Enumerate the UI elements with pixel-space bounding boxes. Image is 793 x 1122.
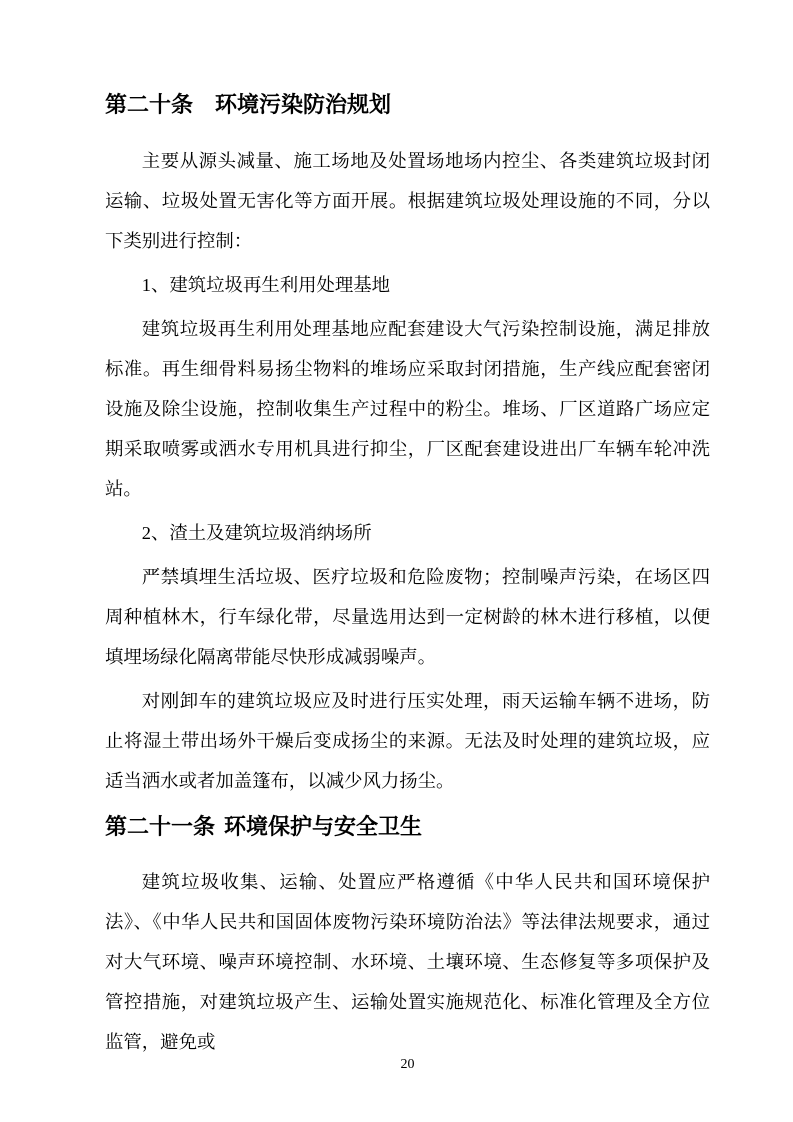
- paragraph: 建筑垃圾再生利用处理基地应配套建设大气污染控制设施，满足排放标准。再生细骨料易扬尘物料的堆场应采取封闭措施，生产线应配套密闭设施及除尘设施，控制收集生产过程中的粉尘。堆场、厂区道路广场应定期采取喷雾或洒水专用机具进行抑尘，厂区配套建设进出厂车辆车轮冲洗站。: [105, 319, 710, 499]
- article-number: 第二十一条: [105, 814, 216, 839]
- article-title: 环境污染防治规划: [215, 92, 392, 117]
- paragraph: 严禁填埋生活垃圾、医疗垃圾和危险废物；控制噪声污染，在场区四周种植林木，行车绿化带，尽量选用达到一定树龄的林木进行移植，以便填埋场绿化隔离带能尽快形成减弱噪声。: [105, 567, 710, 667]
- paragraph: 建筑垃圾收集、运输、处置应严格遵循《中华人民共和国环境保护法》、《中华人民共和国固体废物污染环境防治法》等法律法规要求，通过对大气环境、噪声环境控制、水环境、土壤环境、生态修复等多项保护及管控措施，对建筑垃圾产生、运输处置实施规范化、标准化管理及全方位监管，避免或: [105, 872, 710, 1052]
- article-title: 环境保护与安全卫生: [224, 814, 423, 839]
- page-number: 20: [400, 1057, 415, 1072]
- section-heading-article-21: [105, 812, 710, 842]
- article-number: 第二十条: [105, 92, 194, 117]
- list-item-2: 2、渣土及建筑垃圾消纳场所: [141, 523, 372, 543]
- section-heading-article-20: [105, 90, 710, 120]
- paragraph: 主要从源头减量、施工场地及处置场地场内控尘、各类建筑垃圾封闭运输、垃圾处置无害化等方面开展。根据建筑垃圾处理设施的不同，分以下类别进行控制：: [105, 151, 710, 251]
- paragraph: 对刚卸车的建筑垃圾应及时进行压实处理，雨天运输车辆不进场，防止将湿土带出场外干燥后变成扬尘的来源。无法及时处理的建筑垃圾，应适当洒水或者加盖篷布，以减少风力扬尘。: [105, 691, 710, 791]
- list-item-1: 1、建筑垃圾再生利用处理基地: [141, 275, 391, 295]
- document-body: [105, 90, 710, 1066]
